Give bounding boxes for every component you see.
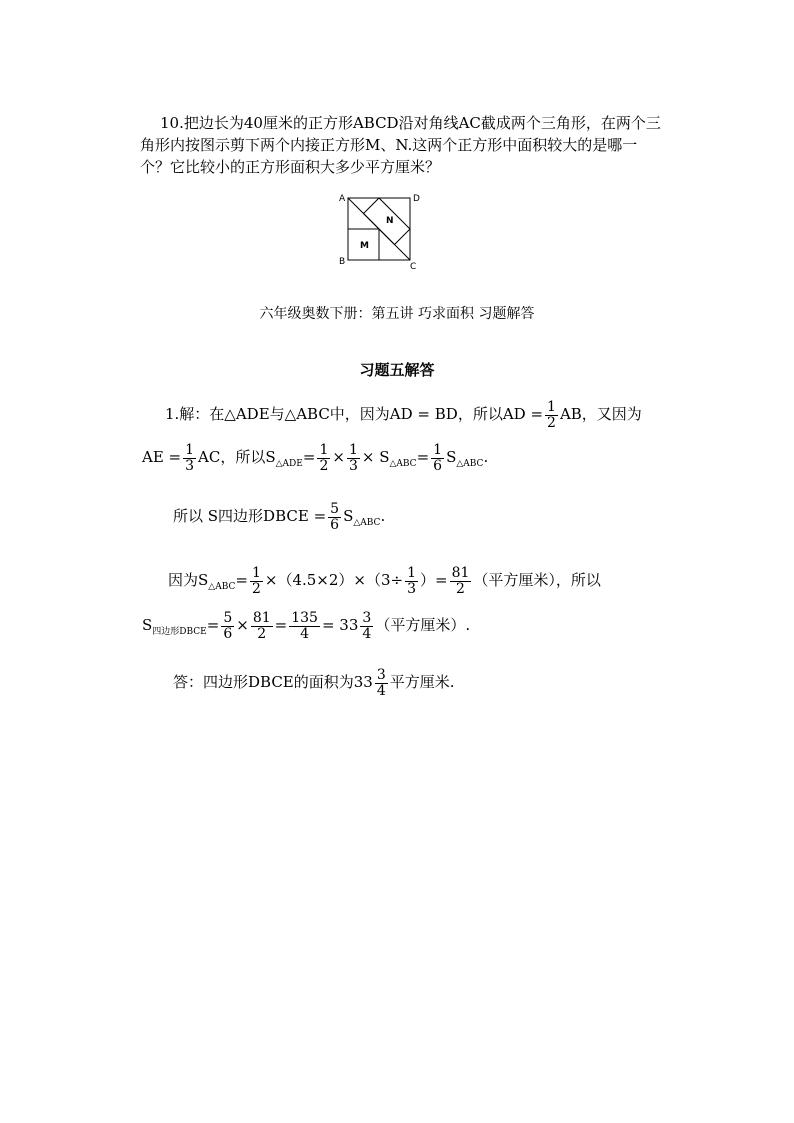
fraction: $\frac{3}{4}$ (376, 667, 386, 699)
label-d: D (413, 194, 420, 204)
fraction: $\frac{5}{6}$ (223, 610, 233, 642)
fraction: $\frac{1}{3}$ (348, 442, 358, 474)
fraction: $\frac{1}{2}$ (251, 565, 261, 597)
answer-line: 答：四边形DBCE的面积为33 $\frac{3}{4}$ 平方厘米. (173, 667, 455, 699)
fraction: $\frac{5}{6}$ (330, 501, 340, 533)
fraction: $\frac{1}{3}$ (407, 565, 417, 597)
fraction: $\frac{81}{2}$ (451, 565, 470, 597)
fraction: $\frac{1}{2}$ (547, 399, 556, 431)
label-c: C (410, 262, 417, 270)
problem-10-line-1: 10.把边长为40厘米的正方形ABCD沿对角线AC截成两个三角形，在两个三 (160, 114, 661, 132)
solution-line-3: 所以 S四边形DBCE = $\frac{5}{6}$ $S_{\triangle ABC}$. (173, 501, 386, 533)
fraction: $\frac{3}{4}$ (362, 610, 372, 642)
solution-heading: 习题五解答 (359, 361, 435, 379)
section-caption: 六年级奥数下册：第五讲 巧求面积 习题解答 (259, 306, 535, 322)
solution-line-4: 因为$S_{\triangle ABC}=$ $\frac{1}{2}$ ×（4.5×2）×（3÷ $\frac{1}{3}$ ）= $\frac{81}{2}$ （平方厘米），所以 (168, 565, 601, 597)
fraction: $\frac{1}{2}$ (319, 442, 329, 474)
fraction: $\frac{81}{2}$ (252, 610, 271, 642)
problem-10-line-2: 角形内按图示剪下两个内接正方形M、N.这两个正方形中面积较大的是哪一 (140, 136, 638, 154)
label-m: M (360, 241, 369, 251)
fraction: $\frac{135}{4}$ (291, 610, 318, 642)
label-a: A (339, 194, 346, 204)
solution-line-5: $S_{四边形DBCE}=$ $\frac{5}{6}$ × $\frac{81}{2}$ = $\frac{135}{4}$ = 33 $\frac{3}{4}$ （平方厘米）. (142, 610, 471, 642)
label-n: N (386, 216, 394, 226)
fraction: $\frac{1}{3}$ (185, 442, 195, 474)
fraction: $\frac{1}{6}$ (433, 442, 443, 474)
solution-line-2: AE = $\frac{1}{3}$ AC，所以$S_{\triangle ADE}=$ $\frac{1}{2}$ × $\frac{1}{3}$ × $S_{\triangle ABC}=$ $\frac{1}{6}$ $S_{\triangle ABC}$. (142, 442, 489, 474)
problem-10-line-3: 个？它比较小的正方形面积大多少平方厘米？ (140, 158, 441, 176)
square-abcd-figure (336, 190, 426, 270)
solution-line-1: 1.解：在△ADE与△ABC中，因为AD = BD，所以AD = $\frac{1}{2}$ AB，又因为 (165, 399, 642, 431)
label-b: B (339, 257, 346, 267)
